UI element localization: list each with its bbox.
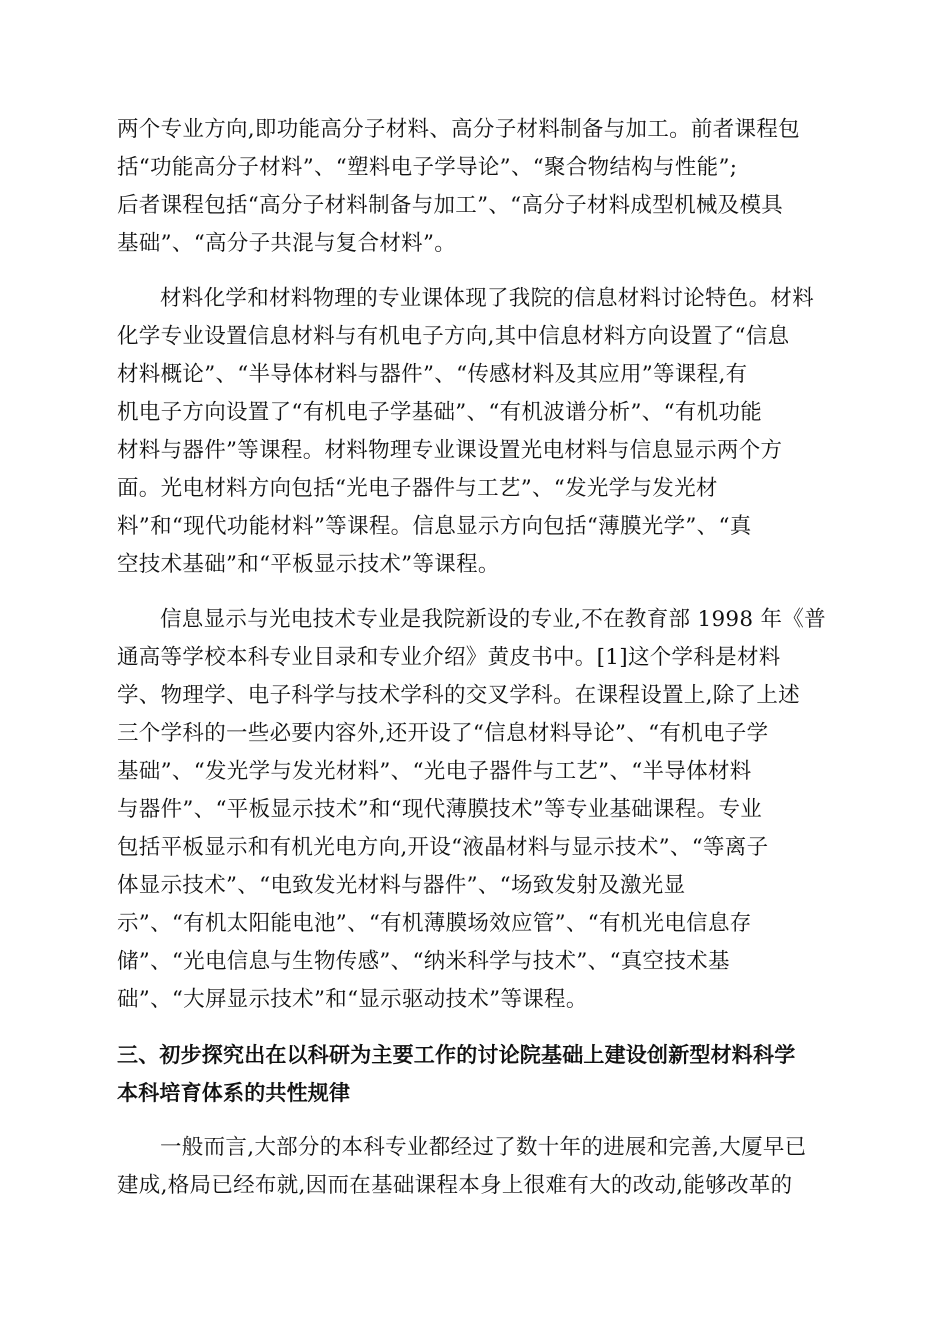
text-line: 材料化学和材料物理的专业课体现了我院的信息材料讨论特色。材料 <box>160 286 815 311</box>
text-line: 空技术基础”和“平板显示技术”等课程。 <box>117 552 500 577</box>
text-line: 括“功能高分子材料”、“塑料电子学导论”、“聚合物结构与性能”; <box>117 155 738 180</box>
text-line: 建成,格局已经布就,因而在基础课程本身上很难有大的改动,能够改革的 <box>117 1173 793 1198</box>
text-line: 基础”、“高分子共混与复合材料”。 <box>117 231 457 256</box>
text-line: 面。光电材料方向包括“光电子器件与工艺”、“发光学与发光材 <box>117 476 718 501</box>
text-line: 后者课程包括“高分子材料制备与加工”、“高分子材料成型机械及模具 <box>117 193 784 218</box>
text-line: 通高等学校本科专业目录和专业介绍》黄皮书中。[1]这个学科是材料 <box>117 645 781 670</box>
heading-line: 三、初步探究出在以科研为主要工作的讨论院基础上建设创新型材料科学 <box>117 1043 796 1067</box>
text-line: 一般而言,大部分的本科专业都经过了数十年的进展和完善,大厦早已 <box>160 1135 807 1160</box>
text-line: 机电子方向设置了“有机电子学基础”、“有机波谱分析”、“有机功能 <box>117 400 763 425</box>
text-line: 础”、“大屏显示技术”和“显示驱动技术”等课程。 <box>117 987 588 1012</box>
text-line: 体显示技术”、“电致发光材料与器件”、“场致发射及激光显 <box>117 873 686 898</box>
text-line: 化学专业设置信息材料与有机电子方向,其中信息材料方向设置了“信息 <box>117 324 790 349</box>
text-line: 示”、“有机太阳能电池”、“有机薄膜场效应管”、“有机光电信息存 <box>117 911 752 936</box>
text-line: 基础”、“发光学与发光材料”、“光电子器件与工艺”、“半导体材料 <box>117 759 752 784</box>
text-line: 三个学科的一些必要内容外,还开设了“信息材料导论”、“有机电子学 <box>117 721 769 746</box>
text-line: 信息显示与光电技术专业是我院新设的专业,不在教育部 1998 年《普 <box>160 607 826 632</box>
text-line: 两个专业方向,即功能高分子材料、高分子材料制备与加工。前者课程包 <box>117 117 800 142</box>
text-line: 储”、“光电信息与生物传感”、“纳米科学与技术”、“真空技术基 <box>117 949 730 974</box>
text-line: 学、物理学、电子科学与技术学科的交叉学科。在课程设置上,除了上述 <box>117 683 800 708</box>
text-line: 材料与器件”等课程。材料物理专业课设置光电材料与信息显示两个方 <box>117 438 783 463</box>
text-line: 料”和“现代功能材料”等课程。信息显示方向包括“薄膜光学”、“真 <box>117 514 752 539</box>
text-line: 材料概论”、“半导体材料与器件”、“传感材料及其应用”等课程,有 <box>117 362 748 387</box>
text-line: 与器件”、“平板显示技术”和“现代薄膜技术”等专业基础课程。专业 <box>117 797 763 822</box>
heading-line: 本科培育体系的共性规律 <box>117 1081 351 1105</box>
text-line: 包括平板显示和有机光电方向,开设“液晶材料与显示技术”、“等离子 <box>117 835 769 860</box>
